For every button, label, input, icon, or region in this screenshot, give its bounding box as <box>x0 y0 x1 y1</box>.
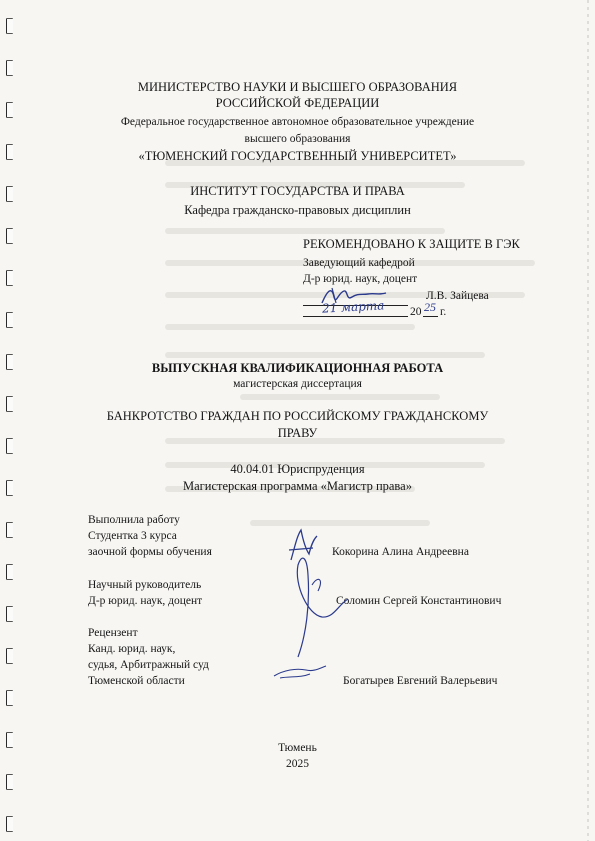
department-name: Кафедра гражданско-правовых дисциплин <box>184 203 411 217</box>
reviewer-label-4: Тюменской области <box>88 675 185 687</box>
supervisor-label-2: Д-р юрид. наук, доцент <box>88 595 203 607</box>
binding-hole-icon <box>6 522 13 538</box>
binding-hole-icon <box>6 564 13 580</box>
supervisor-label-1: Научный руководитель <box>88 579 202 591</box>
author-label-1: Выполнила работу <box>88 514 180 526</box>
approval-year-line <box>423 316 438 317</box>
approval-role: Заведующий кафедрой <box>303 257 415 269</box>
topic-line-2: ПРАВУ <box>277 426 318 440</box>
approval-name: Л.В. Зайцева <box>426 290 489 302</box>
reviewer-label-1: Рецензент <box>88 627 138 639</box>
reviewer-label-2: Канд. юрид. наук, <box>88 643 176 655</box>
ministry-line-1: МИНИСТЕРСТВО НАУКИ И ВЫСШЕГО ОБРАЗОВАНИЯ <box>137 80 458 94</box>
footer-year: 2025 <box>286 758 309 770</box>
author-name: Кокорина Алина Андреевна <box>332 546 469 558</box>
binding-hole-icon <box>6 648 13 664</box>
ministry-line-2: РОССИЙСКОЙ ФЕДЕРАЦИИ <box>215 96 380 110</box>
author-label-3: заочной формы обучения <box>88 546 212 558</box>
work-title: ВЫПУСКНАЯ КВАЛИФИКАЦИОННАЯ РАБОТА <box>151 361 444 375</box>
reviewer-label-3: судья, Арбитражный суд <box>88 659 209 671</box>
approval-year-prefix: 20 <box>410 306 422 318</box>
approval-date-handwritten: 21 марта <box>321 298 385 316</box>
topic-line-1: БАНКРОТСТВО ГРАЖДАН ПО РОССИЙСКОМУ ГРАЖДАНСКОМУ <box>106 409 489 423</box>
reviewer-signature-icon <box>270 662 330 682</box>
binding-hole-icon <box>6 606 13 622</box>
footer-city: Тюмень <box>278 742 317 754</box>
institution-line-2: высшего образования <box>244 133 351 145</box>
binding-hole-icon <box>6 690 13 706</box>
specialty: 40.04.01 Юриспруденция <box>230 462 365 476</box>
university-name: «ТЮМЕНСКИЙ ГОСУДАРСТВЕННЫЙ УНИВЕРСИТЕТ» <box>138 149 457 163</box>
approval-degree: Д-р юрид. наук, доцент <box>303 273 418 285</box>
reviewer-name: Богатырев Евгений Валерьевич <box>343 675 498 687</box>
work-subtitle: магистерская диссертация <box>233 378 362 390</box>
binding-hole-icon <box>6 816 13 832</box>
binding-hole-icon <box>6 774 13 790</box>
binding-hole-icon <box>6 60 13 76</box>
binding-hole-icon <box>6 270 13 286</box>
approval-year-handwritten: 25 <box>424 300 436 314</box>
author-label-2: Студентка 3 курса <box>88 530 177 542</box>
approval-title: РЕКОМЕНДОВАНО К ЗАЩИТЕ В ГЭК <box>303 237 520 251</box>
program: Магистерская программа «Магистр права» <box>183 479 412 493</box>
approval-year-tail: г. <box>440 306 447 318</box>
approval-date-line <box>303 316 408 317</box>
supervisor-name: Соломин Сергей Константинович <box>336 595 502 607</box>
binding-hole-icon <box>6 228 13 244</box>
supervisor-signature-icon <box>288 545 358 665</box>
binding-hole-icon <box>6 18 13 34</box>
institution-line-1: Федеральное государственное автономное образовательное учреждение <box>120 116 475 128</box>
binding-hole-icon <box>6 312 13 328</box>
institute-name: ИНСТИТУТ ГОСУДАРСТВА И ПРАВА <box>190 184 405 198</box>
